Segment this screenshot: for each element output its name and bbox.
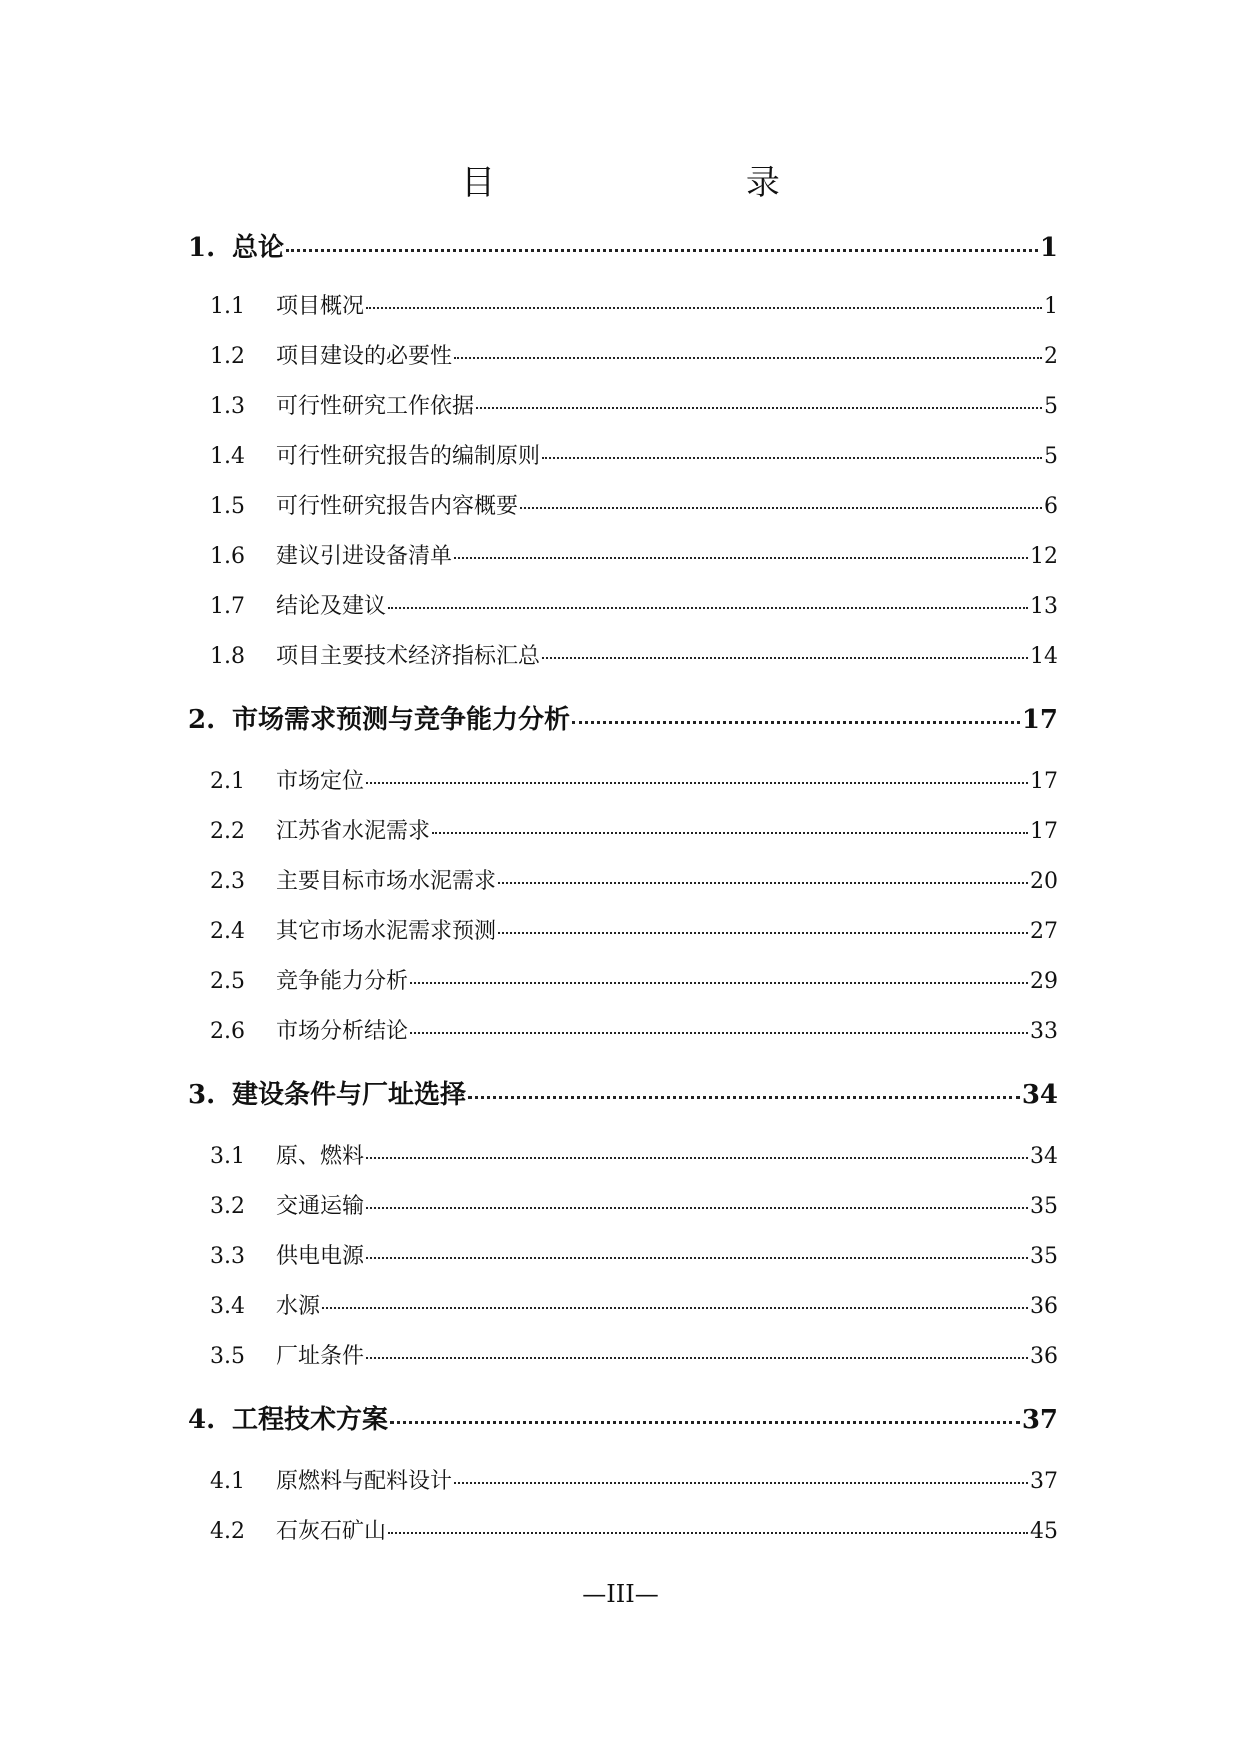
toc-entry-title: 市场分析结论 (276, 1019, 409, 1044)
toc-entry-title: 其它市场水泥需求预测 (276, 919, 497, 944)
toc-entry-number: 3. (188, 1080, 216, 1110)
toc-entry-title: 工程技术方案 (232, 1405, 389, 1435)
toc-entry-title: 项目建设的必要性 (276, 344, 453, 369)
toc-leader-dots (366, 782, 1028, 784)
toc-chapter-entry[interactable] (188, 228, 1058, 268)
toc-entry-title: 可行性研究报告的编制原则 (276, 444, 541, 469)
toc-entry-number: 2.1 (210, 769, 245, 794)
toc-entry-number: 4.1 (210, 1469, 245, 1494)
toc-entry-number: 1.3 (210, 394, 245, 419)
toc-entry-number: 3.3 (210, 1244, 245, 1269)
toc-leader-dots (572, 721, 1020, 724)
toc-section-entry[interactable] (188, 1290, 1058, 1324)
toc-entry-page: 34 (1021, 1080, 1058, 1110)
toc-section-entry[interactable] (188, 440, 1058, 474)
toc-section-entry[interactable] (188, 490, 1058, 524)
toc-entry-page: 29 (1030, 969, 1058, 994)
toc-entry-title: 原燃料与配料设计 (276, 1469, 453, 1494)
toc-entry-title: 水源 (276, 1294, 321, 1319)
toc-entry-number: 2.5 (210, 969, 245, 994)
toc-leader-dots (388, 1532, 1028, 1534)
toc-leader-dots (498, 882, 1028, 884)
toc-entry-number: 1.6 (210, 544, 245, 569)
toc-entry-page: 37 (1021, 1405, 1058, 1435)
toc-entry-number: 1.2 (210, 344, 245, 369)
toc-entry-page: 5 (1044, 444, 1058, 469)
toc-section-entry[interactable] (188, 540, 1058, 574)
toc-section-entry[interactable] (188, 765, 1058, 799)
toc-section-entry[interactable] (188, 390, 1058, 424)
toc-section-entry[interactable] (188, 1340, 1058, 1374)
toc-entry-page: 12 (1030, 544, 1058, 569)
toc-entry-title: 主要目标市场水泥需求 (276, 869, 497, 894)
toc-entry-page: 2 (1044, 344, 1058, 369)
toc-entry-number: 1.4 (210, 444, 245, 469)
toc-leader-dots (390, 1421, 1020, 1424)
toc-entry-page: 45 (1030, 1519, 1058, 1544)
toc-leader-dots (366, 1157, 1028, 1159)
toc-entry-title: 项目主要技术经济指标汇总 (276, 644, 541, 669)
toc-entry-number: 1. (188, 233, 216, 263)
toc-entry-page: 37 (1030, 1469, 1058, 1494)
toc-section-entry[interactable] (188, 640, 1058, 674)
toc-entry-title: 供电电源 (276, 1244, 365, 1269)
toc-entry-title: 项目概况 (276, 294, 365, 319)
toc-entry-number: 3.5 (210, 1344, 245, 1369)
toc-entry-title: 总论 (232, 233, 285, 263)
toc-section-entry[interactable] (188, 1015, 1058, 1049)
toc-section-entry[interactable] (188, 865, 1058, 899)
toc-entry-number: 1.8 (210, 644, 245, 669)
toc-leader-dots (454, 557, 1028, 559)
toc-entry-number: 4.2 (210, 1519, 245, 1544)
toc-leader-dots (322, 1307, 1028, 1309)
toc-section-entry[interactable] (188, 965, 1058, 999)
toc-chapter-entry[interactable] (188, 1400, 1058, 1440)
toc-chapter-entry[interactable] (188, 1075, 1058, 1115)
toc-entry-page: 36 (1030, 1294, 1058, 1319)
toc-leader-dots (468, 1096, 1020, 1099)
toc-section-entry[interactable] (188, 1140, 1058, 1174)
toc-leader-dots (432, 832, 1028, 834)
toc-entry-title: 市场定位 (276, 769, 365, 794)
toc-entry-page: 13 (1030, 594, 1058, 619)
toc-entry-page: 35 (1030, 1194, 1058, 1219)
toc-entry-number: 2.4 (210, 919, 245, 944)
toc-leader-dots (286, 249, 1038, 252)
toc-entry-number: 2.3 (210, 869, 245, 894)
toc-leader-dots (520, 507, 1042, 509)
toc-section-entry[interactable] (188, 1465, 1058, 1499)
toc-section-entry[interactable] (188, 1240, 1058, 1274)
toc-entry-number: 1.1 (210, 294, 245, 319)
toc-leader-dots (366, 307, 1042, 309)
toc-entry-page: 17 (1030, 769, 1058, 794)
toc-section-entry[interactable] (188, 1515, 1058, 1549)
toc-section-entry[interactable] (188, 340, 1058, 374)
toc-entry-page: 20 (1030, 869, 1058, 894)
toc-entry-number: 2. (188, 705, 216, 735)
toc-leader-dots (498, 932, 1028, 934)
toc-entry-title: 可行性研究工作依据 (276, 394, 475, 419)
toc-leader-dots (454, 1482, 1028, 1484)
toc-entry-page: 1 (1044, 294, 1058, 319)
toc-entry-title: 江苏省水泥需求 (276, 819, 431, 844)
toc-entry-title: 建议引进设备清单 (276, 544, 453, 569)
toc-entry-title: 交通运输 (276, 1194, 365, 1219)
toc-entry-page: 14 (1030, 644, 1058, 669)
toc-entry-title: 厂址条件 (276, 1344, 365, 1369)
toc-entry-page: 36 (1030, 1344, 1058, 1369)
page-number-footer: —III— (582, 1580, 659, 1608)
toc-entry-number: 3.2 (210, 1194, 245, 1219)
toc-entry-number: 3.1 (210, 1144, 245, 1169)
toc-entry-page: 5 (1044, 394, 1058, 419)
toc-entry-page: 17 (1030, 819, 1058, 844)
page-title: 目 录 (461, 163, 900, 203)
toc-entry-title: 原、燃料 (276, 1144, 365, 1169)
toc-entry-number: 1.5 (210, 494, 245, 519)
toc-chapter-entry[interactable] (188, 700, 1058, 740)
toc-leader-dots (388, 607, 1028, 609)
toc-leader-dots (410, 982, 1028, 984)
toc-entry-page: 33 (1030, 1019, 1058, 1044)
toc-section-entry[interactable] (188, 590, 1058, 624)
toc-leader-dots (476, 407, 1042, 409)
toc-leader-dots (542, 657, 1028, 659)
toc-entry-page: 27 (1030, 919, 1058, 944)
toc-leader-dots (542, 457, 1042, 459)
toc-entry-title: 建设条件与厂址选择 (232, 1080, 467, 1110)
toc-entry-title: 市场需求预测与竞争能力分析 (232, 705, 571, 735)
toc-leader-dots (366, 1207, 1028, 1209)
toc-entry-page: 6 (1044, 494, 1058, 519)
toc-leader-dots (366, 1357, 1028, 1359)
toc-section-entry[interactable] (188, 915, 1058, 949)
toc-entry-number: 3.4 (210, 1294, 245, 1319)
toc-entry-title: 可行性研究报告内容概要 (276, 494, 519, 519)
toc-entry-page: 35 (1030, 1244, 1058, 1269)
toc-entry-page: 17 (1021, 705, 1058, 735)
toc-section-entry[interactable] (188, 815, 1058, 849)
toc-entry-number: 2.2 (210, 819, 245, 844)
toc-section-entry[interactable] (188, 290, 1058, 324)
toc-leader-dots (366, 1257, 1028, 1259)
toc-entry-number: 2.6 (210, 1019, 245, 1044)
toc-entry-title: 石灰石矿山 (276, 1519, 387, 1544)
toc-section-entry[interactable] (188, 1190, 1058, 1224)
toc-entry-page: 1 (1039, 233, 1058, 263)
toc-entry-title: 结论及建议 (276, 594, 387, 619)
toc-entry-title: 竞争能力分析 (276, 969, 409, 994)
toc-leader-dots (410, 1032, 1028, 1034)
toc-entry-page: 34 (1030, 1144, 1058, 1169)
toc-leader-dots (454, 357, 1042, 359)
toc-entry-number: 4. (188, 1405, 216, 1435)
toc-entry-number: 1.7 (210, 594, 245, 619)
